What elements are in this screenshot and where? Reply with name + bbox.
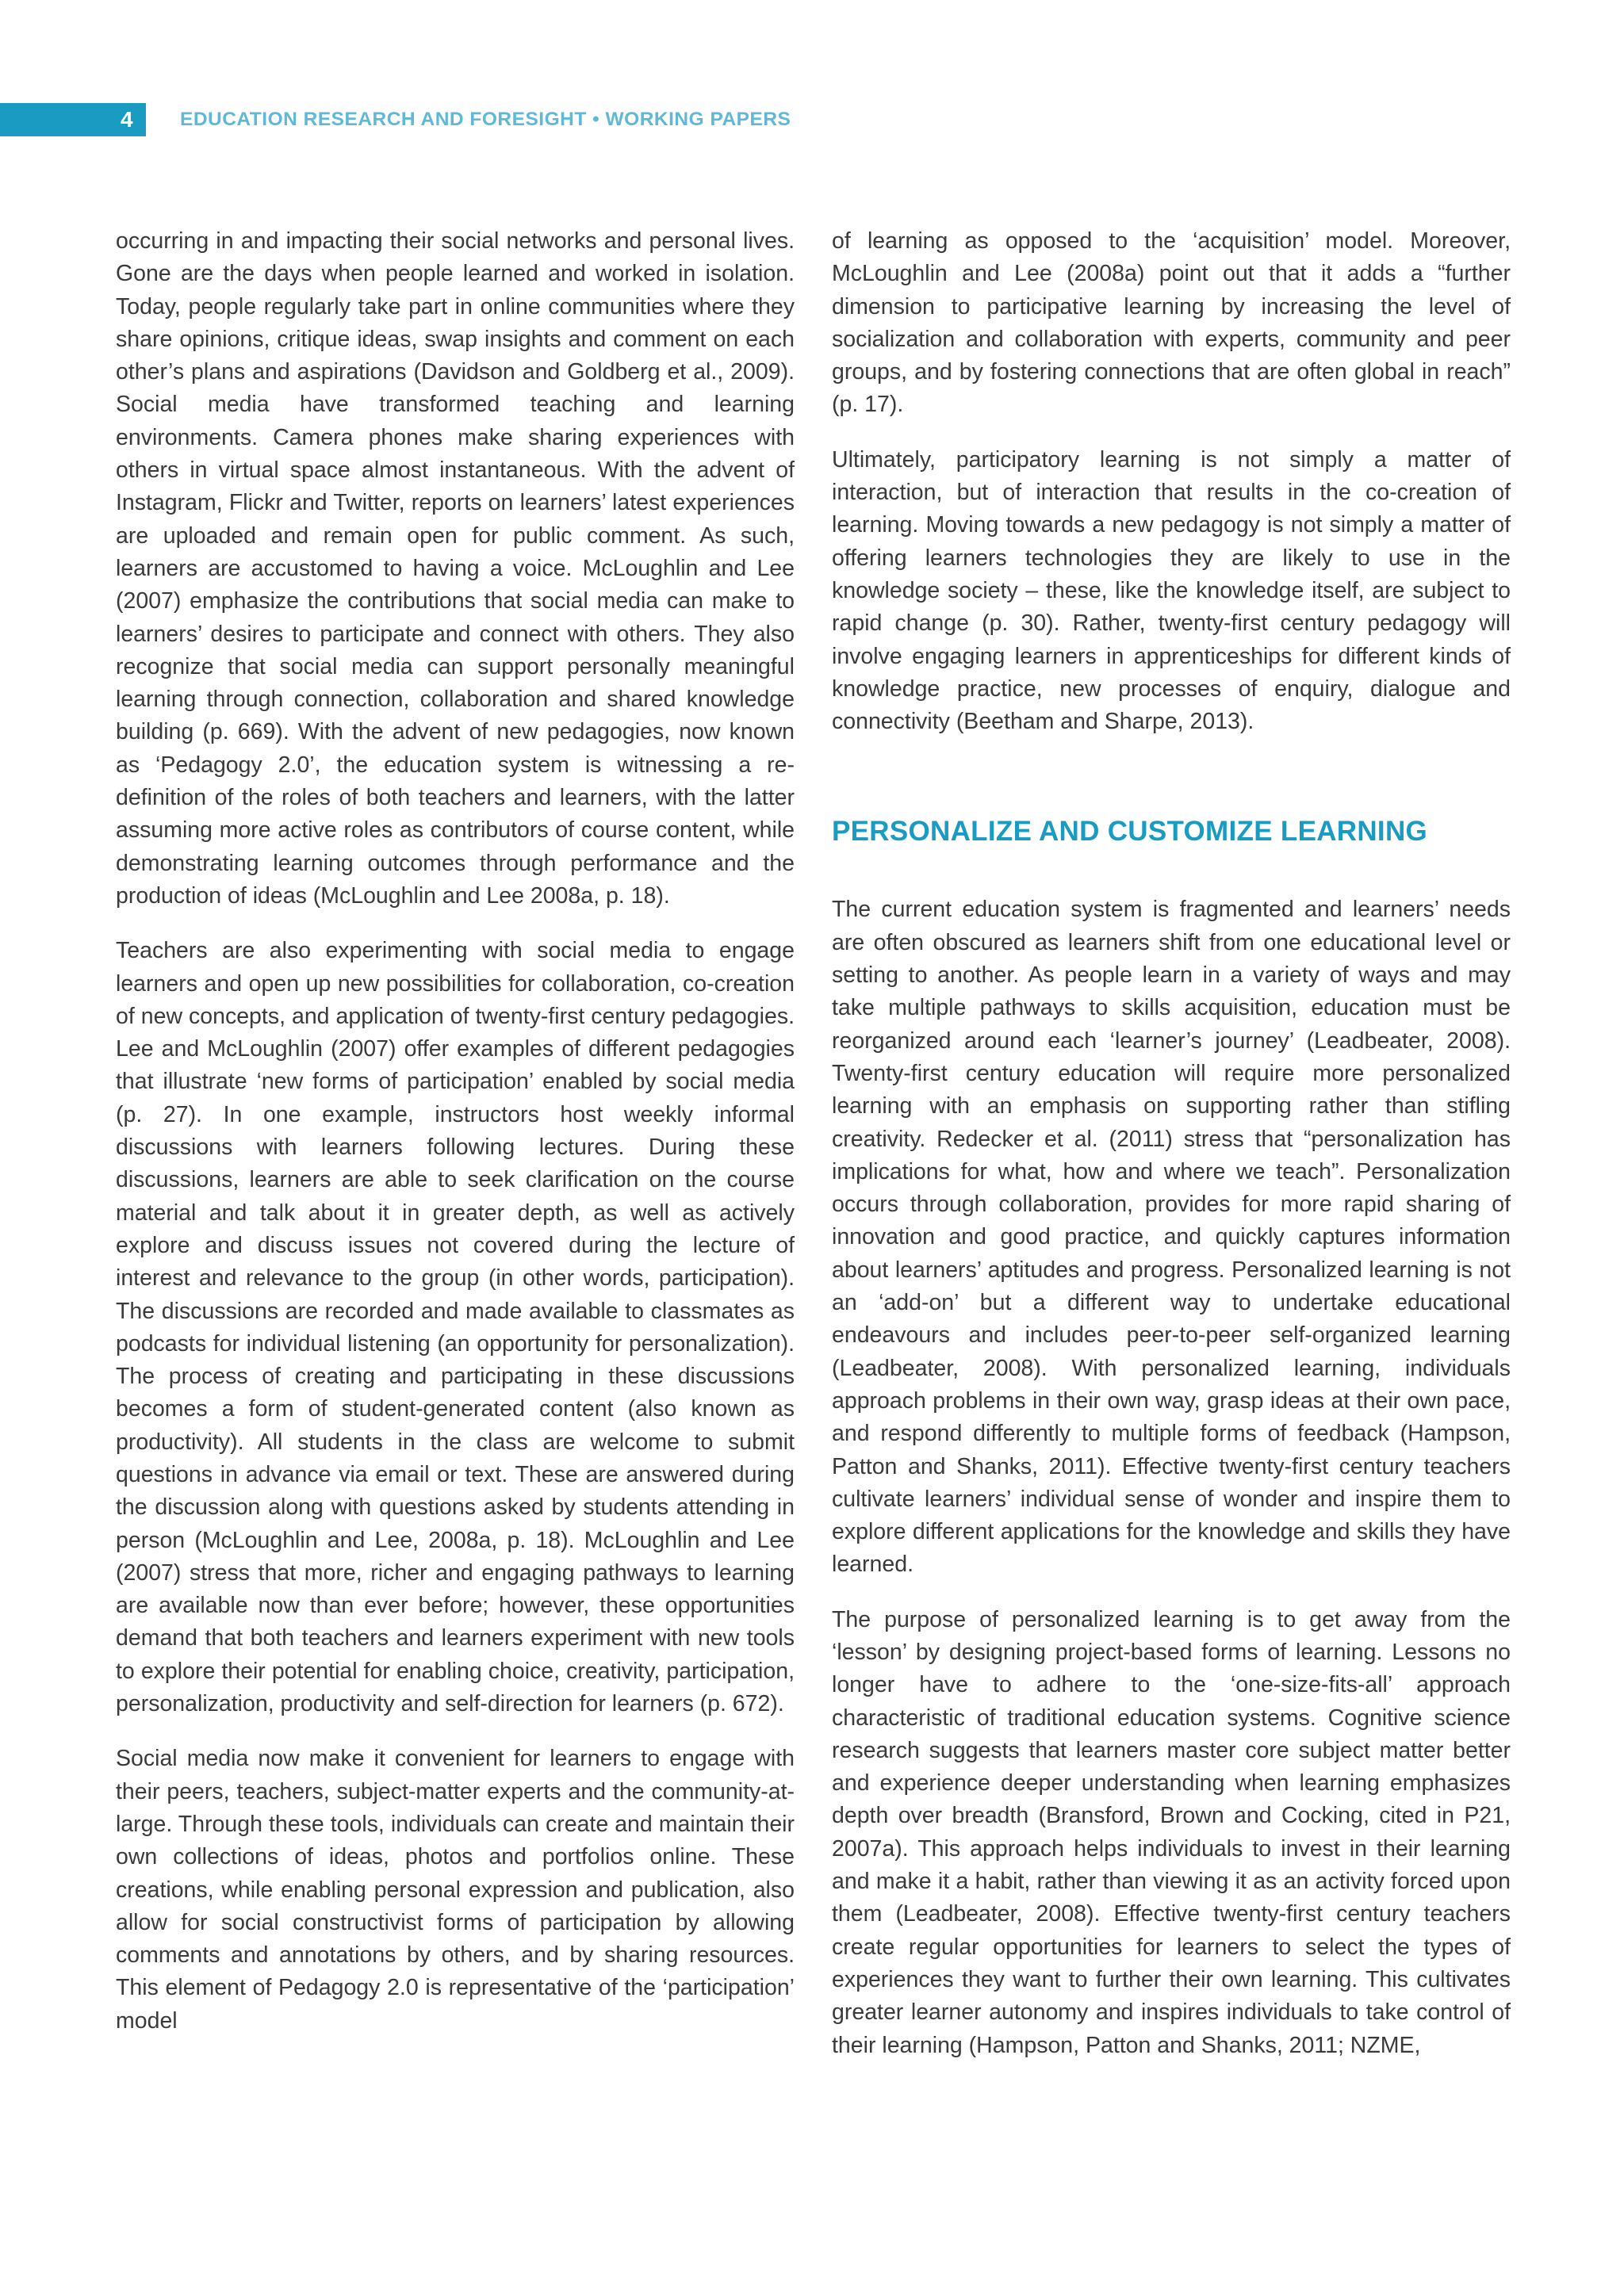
body-paragraph: Social media now make it convenient for learners to engage with their peers, teachers, subject-matter experts and the community-at-large. Through these tools, individuals can create and maintain their own collections of ideas, photos and portfolios online. These creations, while enabling personal expression and publication, also allow for social constructivist forms of participation by allowing comments and annotations by others, and by sharing resources. This element of Pedagogy 2.0 is representative of the ‘participation’ model <box>116 1746 795 2034</box>
body-paragraph: Teachers are also experimenting with social media to engage learners and open up new possibilities for collaboration, co-creation of new concepts, and application of twenty-first century pedagogies. Lee and McLoughlin (2007) offer examples of different pedagogies that illustrate ‘new forms of participation’ enabled by social media (p. 27). In one example, instructors host weekly informal discussions with learners following lectures. During these discussions, learners are able to seek clarification on the course material and talk about it in greater depth, as well as actively explore and discuss issues not covered during the lecture of interest and relevance to the group (in other words, participation). The discussions are recorded and made available to classmates as podcasts for individual listening (an opportunity for personalization). The process of creating and participating in these discussions becomes a form of student-generated content (also known as productivity). All students in the class are welcome to submit questions in advance via email or text. These are answered during the discussion along with questions asked by students attending in person (McLoughlin and Lee, 2008a, p. 18). McLoughlin and Lee (2007) stress that more, richer and engaging pathways to learning are available now than ever before; however, these opportunities demand that both teachers and learners experiment with new tools to explore their potential for enabling choice, creativity, participation, personalization, productivity and self-direction for learners (p. 672). <box>116 938 795 1717</box>
body-paragraph: occurring in and impacting their social networks and personal lives. Gone are the days when people learned and worked in isolation. Today, people regularly take part in online communities where they share opinions, critique ideas, swap insights and comment on each other’s plans and aspirations (Davidson and Goldberg et al., 2009). Social media have transformed teaching and learning environments. Camera phones make sharing experiences with others in virtual space almost instantaneous. With the advent of Instagram, Flickr and Twitter, reports on learners’ latest experiences are uploaded and remain open for public comment. As such, learners are accustomed to having a voice. McLoughlin and Lee (2007) emphasize the contributions that social media can make to learners’ desires to participate and connect with others. They also recognize that social media can support personally meaningful learning through connection, collaboration and shared knowledge building (p. 669). With the advent of new pedagogies, now known as ‘Pedagogy 2.0’, the education system is witnessing a re-definition of the roles of both teachers and learners, with the latter assuming more active roles as contributors of course content, while demonstrating learning outcomes through performance and the production of ideas (McLoughlin and Lee 2008a, p. 18). <box>116 228 795 909</box>
body-paragraph: The purpose of personalized learning is to get away from the ‘lesson’ by designing project-based forms of learning. Lessons no longer have to adhere to the ‘one-size-fits-all’ approach characteristic of traditional education systems. Cognitive science research suggests that learners master core subject matter better and experience deeper understanding when learning emphasizes depth over breadth (Bransford, Brown and Cocking, cited in P21, 2007a). This approach helps individuals to invest in their learning and make it a habit, rather than viewing it as an activity forced upon them (Leadbeater, 2008). Effective twenty-first century teachers create regular opportunities for learners to select the types of experiences they want to further their own learning. This cultivates greater learner autonomy and inspires individuals to take control of their learning (Hampson, Patton and Shanks, 2011; NZME, <box>832 1606 1511 2058</box>
body-paragraph: The current education system is fragmented and learners’ needs are often obscured as learners shift from one educational level or setting to another. As people learn in a variety of ways and may take multiple pathways to skills acquisition, education must be reorganized around each ‘learner’s journey’ (Leadbeater, 2008). Twenty-first century education will require more personalized learning with an emphasis on supporting rather than stifling creativity. Redecker et al. (2011) stress that “personalization has implications for what, how and where we teach”. Personalization occurs through collaboration, provides for more rapid sharing of innovation and good practice, and quickly captures information about learners’ aptitudes and progress. Personalized learning is not an ‘add-on’ but a different way to undertake educational endeavours and includes peer-to-peer self-organized learning (Leadbeater, 2008). With personalized learning, individuals approach problems in their own way, grasp ideas at their own pace, and respond differently to multiple forms of feedback (Hampson, Patton and Shanks, 2011). Effective twenty-first century teachers cultivate learners’ individual sense of wonder and inspire them to explore different applications for the knowledge and skills they have learned. <box>832 897 1511 1578</box>
running-header-title: EDUCATION RESEARCH AND FORESIGHT • WORKING PAPERS <box>180 109 791 130</box>
page-number: 4 <box>121 107 133 132</box>
body-paragraph: of learning as opposed to the ‘acquisition’ model. Moreover, McLoughlin and Lee (2008a) point out that it adds a “further dimension to participative learning by increasing the level of socialization and collaboration with experts, community and peer groups, and by fostering connections that are often global in reach” (p. 17). <box>832 228 1511 418</box>
right-column <box>832 225 1511 2084</box>
section-heading: PERSONALIZE AND CUSTOMIZE LEARNING <box>832 816 1428 848</box>
body-paragraph: Ultimately, participatory learning is not simply a matter of interaction, but of interaction that results in the co-creation of learning. Moving towards a new pedagogy is not simply a matter of offering learners technologies they are likely to use in the knowledge society – these, like the knowledge itself, are subject to rapid change (p. 30). Rather, twenty-first century pedagogy will involve engaging learners in apprenticeships for different kinds of knowledge practice, new processes of enquiry, dialogue and connectivity (Beetham and Sharpe, 2013). <box>832 446 1511 735</box>
left-column <box>116 225 795 2060</box>
